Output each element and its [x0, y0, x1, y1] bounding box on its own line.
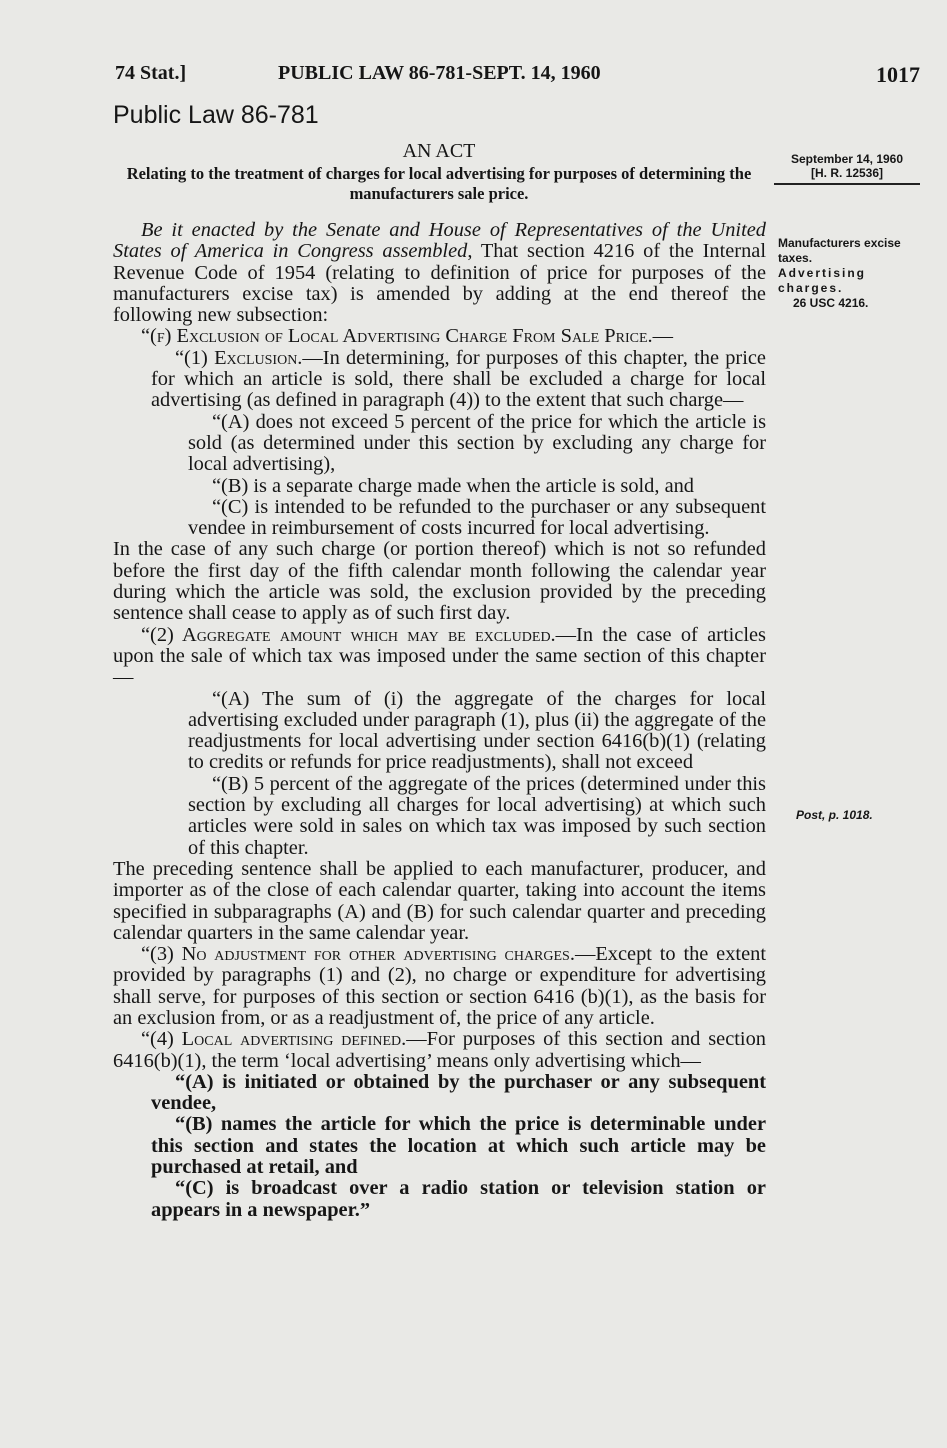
margin-note-advertising: Advertising charges. [778, 266, 867, 295]
enacting-clause [113, 220, 766, 326]
paragraph-1-c: “(C) is intended to be refunded to the purchaser or any subsequent vendee in reimbursement of costs incurred for local advertising. [188, 495, 766, 540]
paragraph-1-tail: In the case of any such charge (or portion thereof) which is not so refunded before the first day of the fifth calendar month following the calendar year during which the article was sold, the exclusion provided by the preceding sentence shall cease to apply as of such first day. [113, 538, 766, 625]
paragraph-3-heading: “(3) No adjustment for other advertising charges.— [141, 943, 596, 966]
act-description: Relating to the treatment of charges for local advertising for purposes of determining the manufacturers sale price. [126, 164, 752, 203]
paragraph-4-heading: “(4) Local advertising defined.— [141, 1028, 427, 1051]
paragraph-4-text: For purposes of this section and section 6416(b)(1), the term ‘local advertising’ means only advertising which— [113, 1028, 766, 1072]
page-header [0, 62, 947, 86]
paragraph-2 [113, 625, 766, 689]
paragraph-2-b: “(B) 5 percent of the aggregate of the prices (determined under this section by excluding all charges for local advertising) at which such articles were sold in sales on which tax was imposed by such section of this chapter. [188, 772, 766, 859]
law-body [113, 220, 766, 1221]
statute-reference: 74 Stat.] [115, 62, 187, 84]
paragraph-3 [113, 944, 766, 1029]
paragraph-1-b: “(B) is a separate charge made when the article is sold, and [212, 474, 695, 497]
page-number: 1017 [876, 62, 920, 87]
act-title: AN ACT [402, 140, 476, 162]
margin-date: September 14, 1960 [790, 152, 904, 166]
margin-note-post: Post, p. 1018. [796, 808, 873, 822]
paragraph-3-text: Except to the extent provided by paragraphs (1) and (2), no charge or expenditure for advertising shall serve, for purposes of this section or section 6416 (b)(1), as the basis for an exclusion from, or as a readjustment of, the price of any article. [113, 943, 766, 1029]
margin-note-manufacturers: Manufacturers excise taxes. [778, 236, 901, 265]
paragraph-2-heading: “(2) Aggregate amount which may be excluded.— [141, 623, 577, 646]
paragraph-1 [113, 348, 766, 412]
paragraph-1-text: In determining, for purposes of this chapter, the price for which an article is sold, there shall be excluded a charge for local advertising (as defined in paragraph (4)) to the extent that such charge— [151, 346, 766, 412]
paragraph-1-a: “(A) does not exceed 5 percent of the price for which the article is sold (as determined under this section by excluding any charge for local advertising), [188, 410, 766, 476]
subsection-f-heading: “(f) Exclusion of Local Advertising Charge From Sale Price.— [141, 325, 673, 348]
margin-date-block [774, 152, 920, 185]
enacting-text: , That section 4216 of the Internal Revenue Code of 1954 (relating to definition of price for purposes of the manufacturers excise tax) is amended by adding at the end thereof the following new subsection: [113, 240, 766, 327]
paragraph-4-c: “(C) is broadcast over a radio station or television station or appears in a newspaper.” [151, 1177, 766, 1221]
margin-bill-number: [H. R. 12536] [810, 166, 884, 180]
public-law-number: Public Law 86-781 [113, 101, 319, 129]
paragraph-4-a: “(A) is initiated or obtained by the purchaser or any subsequent vendee, [151, 1070, 766, 1115]
paragraph-2-tail: The preceding sentence shall be applied to each manufacturer, producer, and importer as of the close of each calendar quarter, taking into account the items specified in subparagraphs (A) and (B) for such calendar quarter and preceding calendar quarters in the same calendar year. [113, 857, 766, 944]
act-heading [113, 140, 765, 204]
paragraph-1-heading: “(1) Exclusion.— [175, 346, 323, 369]
running-title: PUBLIC LAW 86-781-SEPT. 14, 1960 [278, 62, 601, 84]
enacting-formula: Be it enacted by the Senate and House of Representatives of the United States of America in Congress assembled [113, 219, 766, 263]
paragraph-4-b: “(B) names the article for which the price is determinable under this section and states the location at which such article may be purchased at retail, and [151, 1113, 766, 1179]
paragraph-2-a: “(A) The sum of (i) the aggregate of the charges for local advertising excluded under paragraph (1), plus (ii) the aggregate of the readjustments for local advertising under section 6416(b)(1) (relating to credits or refunds for price readjustments), shall not exceed [188, 687, 766, 774]
margin-note-usc: 26 USC 4216. [793, 296, 869, 310]
paragraph-2-text: In the case of articles upon the sale of which tax was imposed under the same section of this chapter— [113, 623, 766, 689]
paragraph-4 [113, 1029, 766, 1072]
